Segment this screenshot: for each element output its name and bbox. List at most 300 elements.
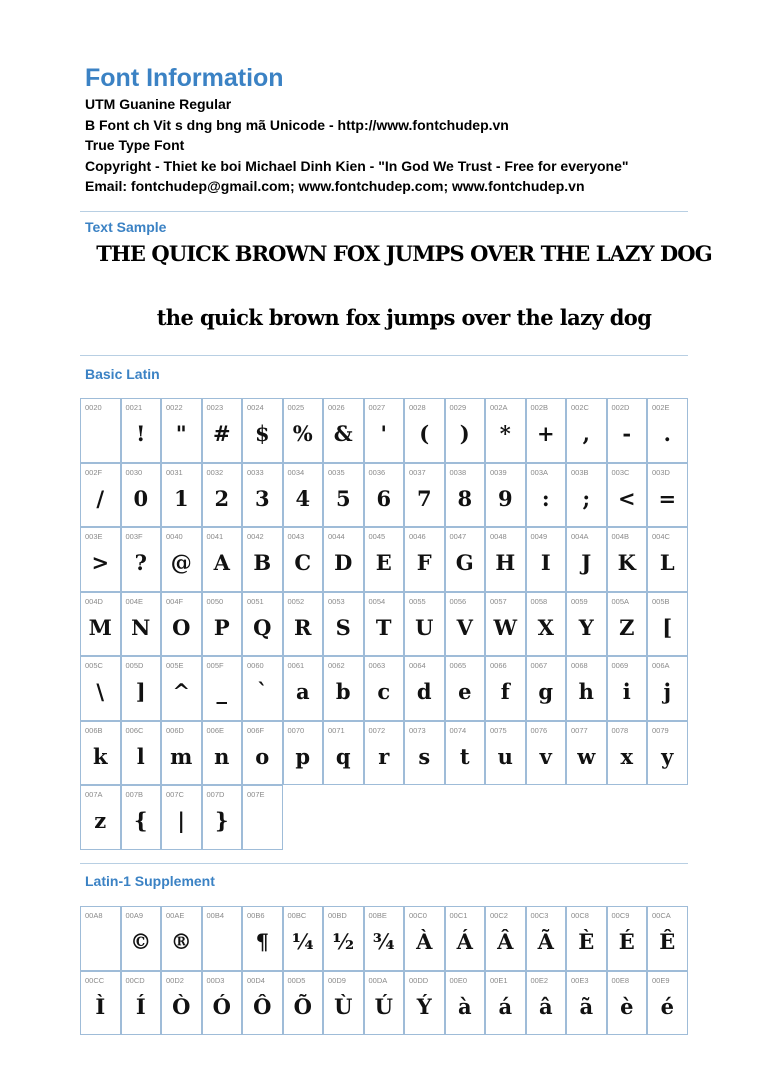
glyph-cell <box>323 463 364 528</box>
glyph-char: O <box>172 614 191 640</box>
glyph-cell <box>242 527 283 592</box>
glyph-cell <box>647 656 688 721</box>
glyph-code: 0056 <box>449 596 467 606</box>
glyph-cell <box>161 971 202 1036</box>
glyph-char: J <box>581 550 592 575</box>
glyph-cell <box>242 656 283 721</box>
glyph-code: 00E3 <box>571 975 589 985</box>
glyph-char: a <box>295 679 310 704</box>
glyph-char: á <box>498 993 513 1019</box>
glyph-char: Õ <box>293 993 312 1019</box>
sample-lowercase: the quick brown fox jumps over the lazy dog <box>156 305 652 330</box>
glyph-code: 0030 <box>125 467 143 477</box>
glyph-cell <box>647 906 688 971</box>
glyph-cell <box>202 785 243 850</box>
glyph-char: G <box>455 550 474 575</box>
glyph-char: ¼ <box>291 929 314 954</box>
glyph-char: : <box>541 485 550 511</box>
glyph-code: 00D9 <box>328 975 346 985</box>
glyph-cell <box>242 971 283 1036</box>
glyph-code: 0044 <box>328 532 345 541</box>
glyph-code: 00E1 <box>490 975 508 985</box>
glyph-code: 0033 <box>247 467 264 477</box>
glyph-char: d <box>416 679 432 704</box>
glyph-cell <box>161 785 202 850</box>
glyph-code: 00E9 <box>652 975 670 985</box>
glyph-code: 0022 <box>166 403 183 412</box>
glyph-char: t <box>459 743 470 769</box>
glyph-code: 00C3 <box>530 911 549 920</box>
glyph-cell <box>121 398 162 463</box>
glyph-char: j <box>663 679 672 704</box>
glyph-cell <box>485 906 526 971</box>
glyph-code: 005B <box>652 596 670 606</box>
glyph-code: 00AE <box>166 911 185 920</box>
glyph-cell <box>202 656 243 721</box>
glyph-char: Â <box>497 929 514 954</box>
glyph-cell <box>364 463 405 528</box>
glyph-cell <box>526 398 567 463</box>
glyph-code: 0048 <box>490 532 507 541</box>
glyph-char: Ê <box>659 929 676 954</box>
glyph-cell <box>242 721 283 786</box>
glyph-code: 00D5 <box>287 975 306 985</box>
glyph-code: 0041 <box>206 532 224 541</box>
glyph-cell <box>485 592 526 657</box>
basic-latin-heading: Basic Latin <box>85 366 160 382</box>
glyph-cell <box>647 592 688 657</box>
glyph-code: 00CD <box>125 975 145 985</box>
glyph-cell <box>607 527 648 592</box>
glyph-code: 0023 <box>206 403 224 412</box>
glyph-char: 8 <box>457 485 473 511</box>
glyph-code: 0064 <box>409 661 426 670</box>
glyph-char: f <box>500 679 510 704</box>
glyph-code: 00BC <box>287 911 307 920</box>
glyph-cell <box>80 721 121 786</box>
glyph-code: 0062 <box>328 661 345 670</box>
glyph-code: 006F <box>247 725 265 735</box>
glyph-char: 0 <box>133 485 149 511</box>
glyph-cell <box>647 971 688 1036</box>
glyph-char: u <box>497 743 513 769</box>
glyph-code: 0035 <box>328 467 345 477</box>
glyph-cell <box>404 906 445 971</box>
glyph-code: 0025 <box>287 403 305 412</box>
glyph-code: 002A <box>490 403 508 412</box>
glyph-code: 0061 <box>287 661 305 670</box>
glyph-cell <box>404 656 445 721</box>
glyph-char: I <box>540 550 551 575</box>
glyph-cell <box>121 785 162 850</box>
glyph-char: M <box>88 614 112 640</box>
glyph-code: 0049 <box>530 532 548 541</box>
glyph-code: 0050 <box>206 596 224 606</box>
glyph-cell <box>161 527 202 592</box>
glyph-char: Ó <box>212 993 231 1019</box>
glyph-code: 0032 <box>206 467 224 477</box>
glyph-char: Y <box>578 614 594 640</box>
glyph-cell <box>526 656 567 721</box>
font-info-block <box>85 94 725 197</box>
glyph-code: 0053 <box>328 596 345 606</box>
glyph-cell <box>404 721 445 786</box>
glyph-code: 0074 <box>449 725 467 735</box>
glyph-code: 0071 <box>328 725 345 735</box>
glyph-cell <box>121 592 162 657</box>
glyph-cell <box>161 592 202 657</box>
glyph-char: o <box>255 743 270 769</box>
glyph-cell <box>161 656 202 721</box>
glyph-code: 005E <box>166 661 184 670</box>
glyph-char: ¶ <box>255 929 269 954</box>
glyph-cell <box>80 463 121 528</box>
glyph-code: 00A9 <box>125 911 144 920</box>
glyph-code: 002E <box>652 403 670 412</box>
glyph-char: Z <box>619 614 635 640</box>
glyph-char: 3 <box>254 485 270 511</box>
glyph-cell <box>566 592 607 657</box>
glyph-cell <box>323 971 364 1036</box>
glyph-code: 004D <box>85 596 103 606</box>
glyph-char: ] <box>135 679 146 704</box>
glyph-code: 004B <box>611 532 630 541</box>
glyph-cell <box>283 592 324 657</box>
glyph-cell <box>445 463 486 528</box>
font-contact: Email: fontchudep@gmail.com; www.fontchudep.com; www.fontchudep.vn <box>85 178 585 194</box>
glyph-char: C <box>294 550 312 575</box>
divider <box>80 355 688 356</box>
glyph-cell <box>202 721 243 786</box>
glyph-cell <box>485 971 526 1036</box>
glyph-cell <box>323 721 364 786</box>
glyph-code: 00BE <box>368 911 387 920</box>
glyph-char: ã <box>579 993 594 1019</box>
glyph-code: 0063 <box>368 661 386 670</box>
glyph-code: 0051 <box>247 596 264 606</box>
glyph-char: Á <box>456 929 473 954</box>
glyph-cell <box>161 721 202 786</box>
glyph-char: X <box>537 614 554 640</box>
glyph-char: A <box>213 550 230 575</box>
glyph-cell <box>283 656 324 721</box>
glyph-cell <box>283 721 324 786</box>
glyph-char: z <box>94 808 107 833</box>
glyph-cell <box>80 527 121 592</box>
glyph-char: 6 <box>376 485 392 511</box>
glyph-code: 0043 <box>287 532 305 541</box>
glyph-cell <box>566 971 607 1036</box>
glyph-char: , <box>582 421 590 446</box>
glyph-char: â <box>538 993 553 1019</box>
glyph-cell <box>121 906 162 971</box>
glyph-char: T <box>375 614 392 640</box>
glyph-cell <box>445 398 486 463</box>
glyph-char: = <box>658 485 677 511</box>
glyph-code: 0079 <box>652 725 669 735</box>
glyph-code: 003A <box>530 467 549 477</box>
glyph-cell <box>647 398 688 463</box>
glyph-code: 003E <box>85 532 103 541</box>
glyph-code: 0036 <box>368 467 386 477</box>
glyph-code: 00DA <box>368 975 388 985</box>
glyph-cell <box>485 463 526 528</box>
glyph-cell <box>242 463 283 528</box>
glyph-code: 0027 <box>368 403 386 412</box>
glyph-cell <box>404 463 445 528</box>
glyph-char: + <box>536 421 555 446</box>
glyph-char: & <box>333 421 353 446</box>
glyph-code: 002B <box>530 403 549 412</box>
glyph-cell <box>161 398 202 463</box>
glyph-code: 00C0 <box>409 911 427 920</box>
glyph-code: 0078 <box>611 725 629 735</box>
glyph-cell <box>647 721 688 786</box>
glyph-cell <box>202 463 243 528</box>
glyph-cell <box>121 527 162 592</box>
glyph-char: b <box>335 679 351 704</box>
glyph-char: ^ <box>172 679 191 704</box>
glyph-cell <box>80 656 121 721</box>
glyph-code: 0075 <box>490 725 507 735</box>
glyph-char: À <box>416 929 433 954</box>
glyph-cell <box>283 971 324 1036</box>
glyph-code: 00D4 <box>247 975 265 985</box>
glyph-code: 00DD <box>409 975 429 985</box>
glyph-char: V <box>456 614 473 640</box>
glyph-code: 00BD <box>328 911 347 920</box>
font-copyright: Copyright - Thiet ke boi Michael Dinh Kien - "In God We Trust - Free for everyone" <box>85 157 629 174</box>
glyph-cell <box>404 398 445 463</box>
glyph-char: . <box>663 421 671 446</box>
glyph-code: 0047 <box>449 532 467 541</box>
glyph-code: 0059 <box>571 596 588 606</box>
glyph-char: e <box>458 679 472 704</box>
glyph-char: ® <box>170 929 192 954</box>
glyph-code: 003F <box>125 532 143 541</box>
glyph-code: 00C2 <box>490 911 508 920</box>
glyph-cell <box>121 656 162 721</box>
glyph-cell <box>242 785 283 850</box>
glyph-code: 006A <box>652 661 670 670</box>
glyph-code: 005D <box>125 661 144 670</box>
glyph-char: g <box>538 679 554 704</box>
glyph-cell <box>566 398 607 463</box>
glyph-code: 006E <box>206 725 225 735</box>
glyph-char: * <box>499 421 511 446</box>
glyph-char: Ô <box>253 993 272 1019</box>
glyph-cell <box>121 721 162 786</box>
glyph-char: # <box>212 421 231 446</box>
glyph-code: 002F <box>85 467 103 477</box>
glyph-char: h <box>578 679 594 704</box>
glyph-cell <box>445 656 486 721</box>
glyph-char: < <box>617 485 636 511</box>
glyph-cell <box>526 971 567 1036</box>
glyph-cell <box>485 398 526 463</box>
glyph-char: L <box>659 550 675 575</box>
glyph-cell <box>202 398 243 463</box>
glyph-cell <box>80 906 121 971</box>
glyph-cell <box>607 971 648 1036</box>
glyph-char: ) <box>459 421 470 446</box>
glyph-cell <box>566 721 607 786</box>
glyph-code: 0070 <box>287 725 305 735</box>
glyph-code: 00CC <box>85 975 105 985</box>
glyph-char: ( <box>419 421 430 446</box>
glyph-cell <box>323 527 364 592</box>
glyph-code: 00E0 <box>449 975 468 985</box>
glyph-char: Ù <box>334 993 353 1019</box>
font-name: UTM Guanine Regular <box>85 96 232 112</box>
sample-uppercase: THE QUICK BROWN FOX JUMPS OVER THE LAZY DOG <box>96 241 712 266</box>
glyph-cell <box>404 971 445 1036</box>
glyph-code: 0039 <box>490 467 507 477</box>
glyph-code: 003C <box>611 467 630 477</box>
glyph-cell <box>485 527 526 592</box>
font-description: B Font ch Vit s dng bng mã Unicode - http://www.fontchudep.vn <box>85 116 509 133</box>
glyph-char: \ <box>96 679 105 704</box>
glyph-code: 0073 <box>409 725 426 735</box>
glyph-cell <box>526 463 567 528</box>
glyph-char: m <box>170 743 193 769</box>
glyph-char: ¾ <box>372 929 395 954</box>
glyph-cell <box>283 463 324 528</box>
glyph-code: 0024 <box>247 403 264 412</box>
glyph-code: 00C8 <box>571 911 589 920</box>
glyph-cell <box>202 527 243 592</box>
glyph-char: ! <box>136 421 146 446</box>
glyph-code: 0069 <box>611 661 629 670</box>
text-sample-heading: Text Sample <box>85 219 167 235</box>
glyph-char: D <box>334 550 353 575</box>
glyph-char: ? <box>134 550 147 575</box>
glyph-code: 0046 <box>409 532 426 541</box>
glyph-char: n <box>214 743 230 769</box>
glyph-code: 0042 <box>247 532 264 541</box>
glyph-code: 0038 <box>449 467 467 477</box>
glyph-code: 0040 <box>166 532 183 541</box>
glyph-char: i <box>622 679 631 704</box>
glyph-char: y <box>661 743 674 769</box>
glyph-code: 00CA <box>652 911 671 920</box>
glyph-char: 4 <box>295 485 311 511</box>
glyph-char: S <box>335 614 351 640</box>
glyph-char: E <box>375 550 392 575</box>
glyph-code: 007B <box>125 790 144 799</box>
glyph-code: 004A <box>571 532 589 541</box>
glyph-cell <box>80 971 121 1036</box>
glyph-cell <box>566 656 607 721</box>
glyph-char: x <box>620 743 634 769</box>
glyph-code: 00E2 <box>530 975 549 985</box>
glyph-cell <box>607 463 648 528</box>
glyph-cell <box>445 592 486 657</box>
glyph-cell <box>566 463 607 528</box>
glyph-code: 0031 <box>166 467 183 477</box>
glyph-code: 006B <box>85 725 103 735</box>
glyph-cell <box>323 656 364 721</box>
glyph-code: 0037 <box>409 467 426 477</box>
glyph-code: 0034 <box>287 467 305 477</box>
glyph-char: è <box>620 993 634 1019</box>
glyph-code: 004C <box>652 532 670 541</box>
glyph-code: 00B4 <box>206 911 225 920</box>
glyph-char: | <box>177 808 186 833</box>
glyph-char: s <box>418 743 431 769</box>
glyph-cell <box>566 527 607 592</box>
glyph-char: B <box>253 550 272 575</box>
glyph-code: 0065 <box>449 661 467 670</box>
glyph-cell <box>526 906 567 971</box>
glyph-code: 0020 <box>85 403 102 412</box>
glyph-code: 00C9 <box>611 911 630 920</box>
glyph-code: 004F <box>166 596 184 606</box>
glyph-code: 00D3 <box>206 975 225 985</box>
glyph-cell <box>526 527 567 592</box>
glyph-cell <box>202 592 243 657</box>
glyph-char: 9 <box>497 485 513 511</box>
glyph-code: 0058 <box>530 596 548 606</box>
glyph-char: @ <box>170 550 192 575</box>
glyph-char: " <box>175 421 187 446</box>
glyph-cell <box>283 527 324 592</box>
glyph-cell <box>607 592 648 657</box>
font-type: True Type Font <box>85 137 185 153</box>
glyph-code: 00E8 <box>611 975 630 985</box>
glyph-cell <box>202 906 243 971</box>
glyph-cell <box>364 721 405 786</box>
glyph-char: Í <box>135 993 146 1019</box>
glyph-code: 00D2 <box>166 975 184 985</box>
glyph-char: r <box>378 743 390 769</box>
glyph-cell <box>647 527 688 592</box>
glyph-char: 7 <box>416 485 432 511</box>
glyph-code: 002D <box>611 403 630 412</box>
glyph-code: 0028 <box>409 403 426 412</box>
glyph-code: 0045 <box>368 532 386 541</box>
glyph-cell <box>161 463 202 528</box>
glyph-cell <box>323 906 364 971</box>
glyph-char: ; <box>582 485 591 511</box>
glyph-cell <box>364 398 405 463</box>
glyph-code: 005C <box>85 661 103 670</box>
glyph-cell <box>80 398 121 463</box>
glyph-char: R <box>294 614 312 640</box>
glyph-char: ` <box>257 679 268 704</box>
glyph-cell <box>242 906 283 971</box>
glyph-code: 0029 <box>449 403 467 412</box>
glyph-char: v <box>539 743 552 769</box>
glyph-cell <box>121 463 162 528</box>
glyph-cell <box>323 398 364 463</box>
glyph-cell <box>323 592 364 657</box>
glyph-cell <box>161 906 202 971</box>
glyph-char: P <box>213 614 230 640</box>
glyph-code: 004E <box>125 596 144 606</box>
glyph-char: é <box>660 993 674 1019</box>
glyph-char: à <box>457 993 472 1019</box>
glyph-char: w <box>577 743 596 769</box>
glyph-code: 006C <box>125 725 144 735</box>
glyph-code: 0076 <box>530 725 548 735</box>
glyph-code: 00A8 <box>85 911 103 920</box>
glyph-code: 0055 <box>409 596 426 606</box>
glyph-code: 002C <box>571 403 589 412</box>
glyph-char: © <box>130 929 152 954</box>
glyph-code: 0057 <box>490 596 507 606</box>
glyph-char: Ý <box>416 993 432 1019</box>
